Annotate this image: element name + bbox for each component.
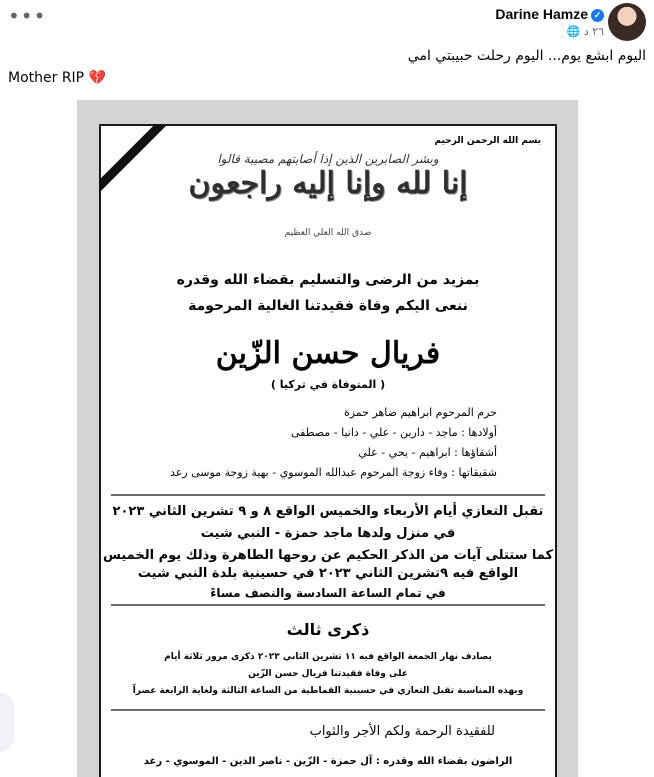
broken-heart-icon: 💔: [88, 70, 107, 86]
mourners-line: الراضون بقضاء الله وقدره : آل حمزة - الزّين - ناصر الدين - الموسوي - رعد: [143, 756, 513, 767]
caption-arabic: اليوم ابشع يوم... اليوم رحلت حبيبتي امي: [407, 48, 646, 64]
calligraphy-title: إنا لله وإنا إليه راجعون: [188, 166, 468, 201]
condolence-line: كما ستتلى آيات من الذكر الحكيم عن روحها الطاهرة وذلك يوم الخميس: [102, 548, 554, 563]
post-photo[interactable]: [77, 100, 578, 777]
obituary-notice: [99, 124, 557, 777]
post-header: [0, 0, 654, 44]
condolence-line: في تمام الساعة السادسة والنصف مساءً: [210, 586, 446, 600]
quran-verse: وبشر الصابرين الذين إذا أصابتهم مصيبة قالوا: [217, 152, 439, 166]
basmala: بسم الله الرحمن الرحيم: [434, 136, 541, 146]
caption-english-text: Mother RIP: [8, 70, 85, 86]
globe-icon: 🌐: [566, 25, 581, 38]
relative-line: أولادها : ماجد - دارين - علي - دانيا - مصطفى: [290, 426, 497, 439]
author-name-text[interactable]: Darine Hamze: [495, 6, 588, 22]
divider: [111, 604, 545, 606]
post-time[interactable]: ٢٦ د: [583, 25, 604, 38]
avatar[interactable]: [608, 3, 646, 41]
mercy-line: للفقيدة الرحمة ولكم الأجر والثواب: [309, 724, 495, 739]
sadaq-allah: صدق الله العلي العظيم: [284, 228, 372, 238]
deceased-name: فريال حسن الزّين: [215, 336, 441, 371]
relative-line: شقيقاتها : وفاء زوجة المرحوم عبدالله الموسوي - بهية زوجة موسى رعد: [169, 466, 497, 479]
condolence-line: الواقع فيه ٩تشرين الثاني ٢٠٢٣ في حسينية بلدة النبي شيت: [137, 566, 519, 581]
zikra-title: ذكرى ثالث: [286, 620, 370, 639]
condolence-line: في منزل ولدها ماجد حمزة - النبي شيت: [200, 526, 456, 541]
zikra-line: وبهذه المناسبة تقبل التعازي في حسينية القماطية من الساعة الثالثة ولغاية الرابعة عصراً: [132, 686, 524, 696]
intro-line-2: ننعى اليكم وفاة فقيدتنا الغالية المرحومة: [188, 298, 468, 314]
divider: [111, 494, 545, 496]
previous-card-edge: [0, 692, 14, 752]
divider: [111, 709, 545, 711]
author-name[interactable]: [495, 6, 604, 22]
more-options-icon[interactable]: •••: [8, 4, 47, 28]
zikra-line: يصادف نهار الجمعة الواقع فيه ١١ تشرين الثاني ٢٠٢٣ ذكرى مرور ثلاثة أيام: [164, 652, 492, 662]
intro-line-1: بمزيد من الرضى والتسليم بقضاء الله وقدره: [176, 272, 480, 288]
verified-badge-icon: ✓: [591, 9, 604, 22]
relative-line: حرم المرحوم ابراهيم ضاهر حمزة: [343, 406, 497, 419]
condolence-line: تقبل التعازي أيام الأربعاء والخميس الواقع ٨ و ٩ تشرين الثاني ٢٠٢٣: [112, 504, 544, 519]
post-meta: [567, 25, 604, 38]
zikra-line: على وفاة فقيدتنا فريال حسن الزّين: [248, 669, 408, 679]
caption-english: [8, 70, 106, 86]
relative-line: أشقاؤها : ابراهيم - يحي - علي: [358, 446, 497, 459]
deceased-location: ( المتوفاة في تركيا ): [270, 378, 386, 391]
